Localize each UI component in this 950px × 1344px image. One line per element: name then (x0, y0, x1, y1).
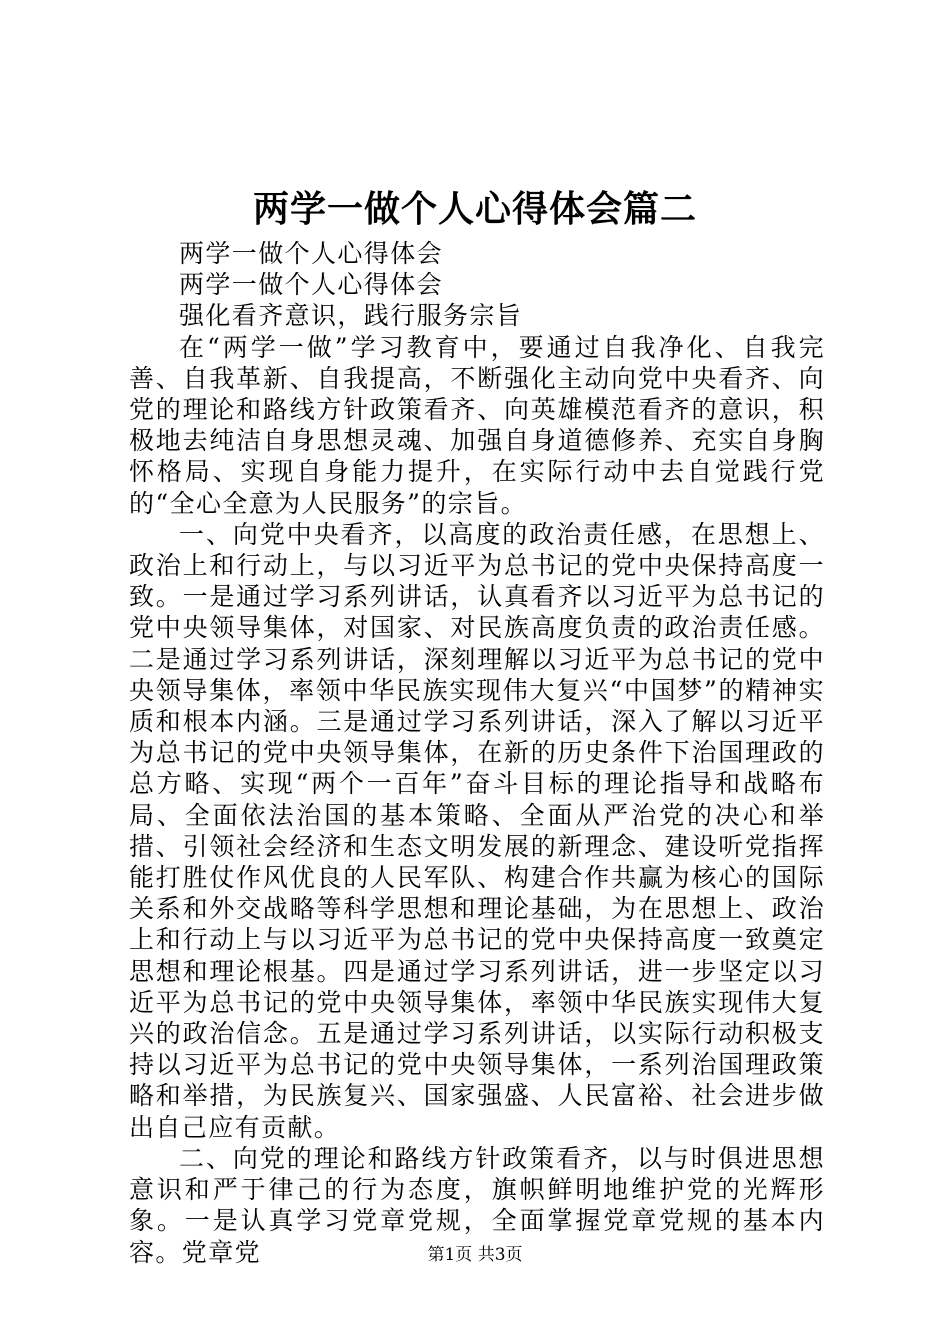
body-paragraph: 一、向党中央看齐，以高度的政治责任感，在思想上、政治上和行动上，与以习近平为总书记的党中央保持高度一致。一是通过学习系列讲话，认真看齐以习近平为总书记的党中央领导集体，对国家、对民族高度负责的政治责任感。二是通过学习系列讲话，深刻理解以习近平为总书记的党中央领导集体，率领中华民族实现伟大复兴“中国梦”的精神实质和根本内涵。三是通过学习系列讲话，深入了解以习近平为总书记的党中央领导集体，在新的历史条件下治国理政的总方略、实现“两个一百年”奋斗目标的理论指导和战略布局、全面依法治国的基本策略、全面从严治党的决心和举措、引领社会经济和生态文明发展的新理念、建设听党指挥能打胜仗作风优良的人民军队、构建合作共赢为核心的国际关系和外交战略等科学思想和理论基础，为在思想上、政治上和行动上与以习近平为总书记的党中央保持高度一致奠定思想和理论根基。四是通过学习系列讲话，进一步坚定以习近平为总书记的党中央领导集体，率领中华民族实现伟大复兴的政治信念。五是通过学习系列讲话，以实际行动积极支持以习近平为总书记的党中央领导集体，一系列治国理政策略和举措，为民族复兴、国家强盛、人民富裕、社会进步做出自己应有贡献。 (129, 519, 825, 1142)
subtitle-line: 两学一做个人心得体会 (179, 270, 444, 300)
section-heading: 强化看齐意识，践行服务宗旨 (179, 301, 523, 331)
page-footer: 第1页 共3页 (427, 1245, 523, 1265)
document-body (129, 238, 825, 1268)
body-paragraph: 二、向党的理论和路线方针政策看齐，以与时俱进思想意识和严于律己的行为态度，旗帜鲜明地维护党的光辉形象。一是认真学习党章党规，全面掌握党章党规的基本内容。党章党 (129, 1143, 825, 1267)
body-paragraph: 在“两学一做”学习教育中，要通过自我净化、自我完善、自我革新、自我提高，不断强化主动向党中央看齐、向党的理论和路线方针政策看齐、向英雄模范看齐的意识，积极地去纯洁自身思想灵魂、加强自身道德修养、充实自身胸怀格局、实现自身能力提升，在实际行动中去自觉践行党的“全心全意为人民服务”的宗旨。 (129, 332, 825, 518)
subtitle-line: 两学一做个人心得体会 (179, 239, 444, 268)
document-title: 两学一做个人心得体会篇二 (252, 188, 697, 230)
